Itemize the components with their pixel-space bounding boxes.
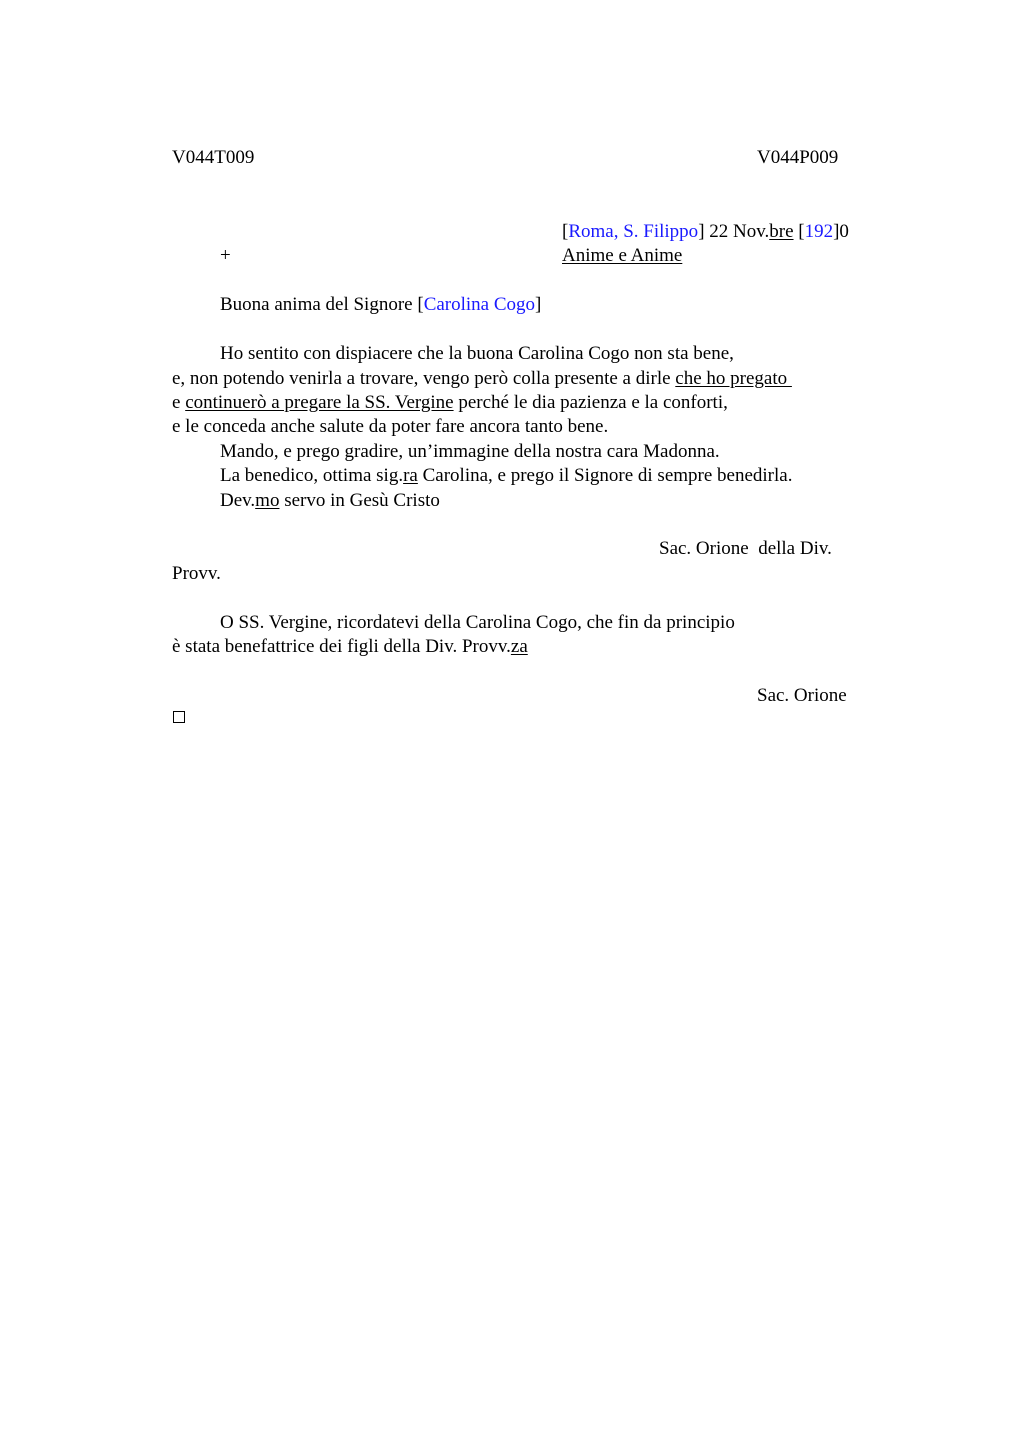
postscript-line: è stata benefattrice dei figli della Div. Provv.za <box>172 636 528 657</box>
postscript-line: O SS. Vergine, ricordatevi della Carolina Cogo, che fin da principio <box>220 612 735 633</box>
body-line: Mando, e prego gradire, un’immagine della nostra cara Madonna. <box>220 441 720 462</box>
body-line: La benedico, ottima sig.ra Carolina, e prego il Signore di sempre benedirla. <box>220 465 793 486</box>
month-superscript: bre <box>769 221 794 242</box>
salutation: Buona anima del Signore [Carolina Cogo] <box>220 294 542 315</box>
motto: Anime e Anime <box>562 245 683 266</box>
year-editorial: 192 <box>804 221 834 242</box>
dateline: [Roma, S. Filippo] 22 Nov.bre [192]0 <box>562 221 849 242</box>
end-marker-box <box>173 711 185 723</box>
cross-symbol: + <box>220 245 231 266</box>
body-line: e continuerò a pregare la SS. Vergine perché le dia pazienza e la conforti, <box>172 392 728 413</box>
postscript-signature: Sac. Orione <box>757 685 847 706</box>
place-editorial: Roma, S. Filippo <box>568 221 699 242</box>
body-line: e, non potendo venirla a trovare, vengo però colla presente a dirle che ho pregato <box>172 368 792 389</box>
right-reference-code: V044P009 <box>757 147 839 168</box>
left-reference-code: V044T009 <box>172 147 255 168</box>
signature-continuation: Provv. <box>172 563 221 584</box>
recipient-name: Carolina Cogo <box>423 294 536 315</box>
body-line: e le conceda anche salute da poter fare ancora tanto bene. <box>172 416 609 437</box>
body-line: Ho sentito con dispiacere che la buona Carolina Cogo non sta bene, <box>220 343 734 364</box>
closing-line: Dev.mo servo in Gesù Cristo <box>220 490 440 511</box>
signature: Sac. Orione della Div. <box>659 538 832 559</box>
